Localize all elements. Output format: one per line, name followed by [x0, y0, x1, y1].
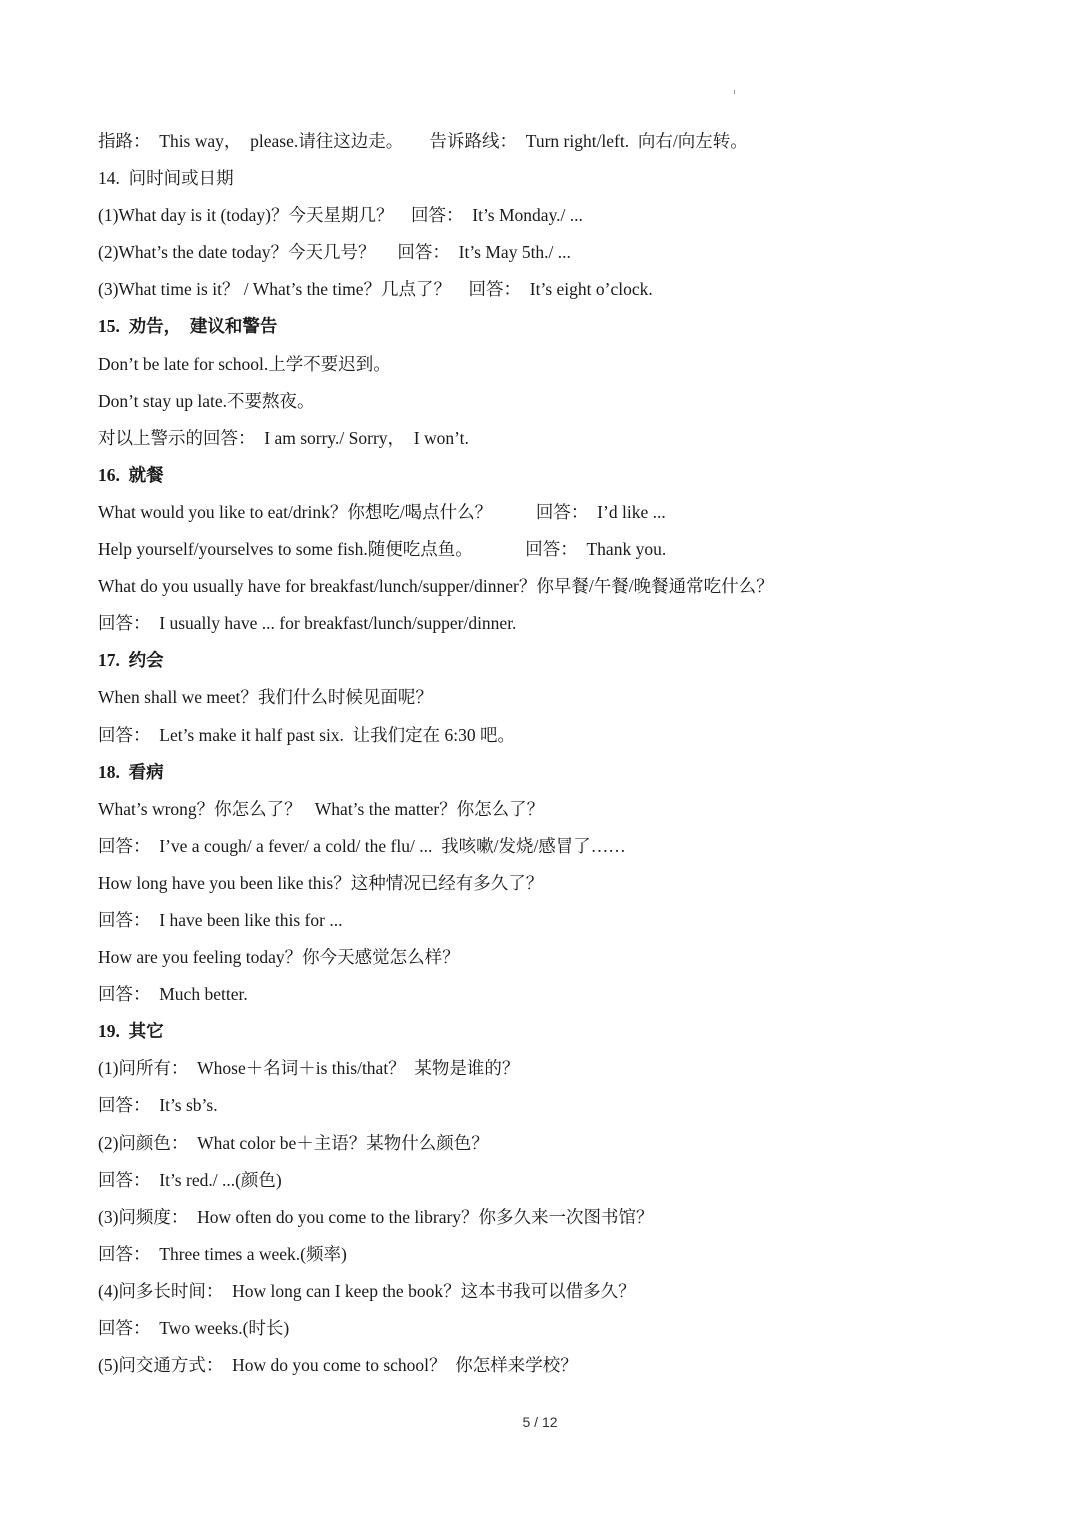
text-line: How long have you been like this？这种情况已经有多久了？	[98, 872, 544, 893]
text-line: How are you feeling today？你今天感觉怎么样？	[98, 947, 460, 968]
section-heading: 17. 约会	[98, 650, 164, 671]
text-line: (3)What time is it？ / What’s the time？几点了？ 回答： It’s eight o’clock.	[98, 279, 653, 300]
text-line: 指路： This way， please.请往这边走。 告诉路线： Turn right/left. 向右/向左转。	[98, 131, 748, 151]
text-line: 回答： I’ve a cough/ a fever/ a cold/ the flu/ ... 我咳嗽/发烧/感冒了……	[98, 835, 626, 856]
text-line: 对以上警示的回答： I am sorry./ Sorry， I won’t.	[98, 427, 469, 448]
text-line: 回答： Two weeks.(时长)	[98, 1318, 290, 1338]
text-line: 回答： Much better.	[98, 984, 248, 1005]
text-line: 回答： Let’s make it half past six. 让我们定在 6:30 吧。	[98, 724, 516, 745]
text-line: (1)What day is it (today)？今天星期几？ 回答： It’s Monday./ ...	[98, 205, 583, 226]
text-line: What would you like to eat/drink？你想吃/喝点什么？ 回答： I’d like ...	[98, 501, 666, 522]
document-body	[98, 123, 998, 1384]
text-line: Help yourself/yourselves to some fish.随便吃点鱼。 回答： Thank you.	[98, 539, 667, 560]
section-heading: 19. 其它	[98, 1021, 164, 1042]
page-number: 5 / 12	[522, 1414, 558, 1430]
text-line: (2)What’s the date today？今天几号？ 回答： It’s May 5th./ ...	[98, 242, 571, 263]
text-line: 回答： Three times a week.(频率)	[98, 1243, 347, 1264]
text-line: (5)问交通方式： How do you come to school？ 你怎样来学校？	[98, 1355, 578, 1376]
text-line: When shall we meet？我们什么时候见面呢？	[98, 687, 433, 708]
section-heading: 16. 就餐	[98, 464, 164, 485]
section-heading: 18. 看病	[98, 761, 164, 782]
text-line: 回答： It’s sb’s.	[98, 1095, 218, 1116]
text-line: (3)问频度： How often do you come to the library？你多久来一次图书馆？	[98, 1206, 654, 1227]
text-line: What do you usually have for breakfast/lunch/supper/dinner？你早餐/午餐/晚餐通常吃什么？	[98, 576, 774, 597]
text-line: What’s wrong？你怎么了？ What’s the matter？你怎么了？	[98, 798, 545, 819]
text-line: (2)问颜色： What color be＋主语？某物什么颜色？	[98, 1132, 489, 1153]
text-line: (1)问所有： Whose＋名词＋is this/that？ 某物是谁的？	[98, 1058, 520, 1079]
scan-speck	[734, 90, 735, 94]
section-heading: 15. 劝告， 建议和警告	[98, 316, 278, 337]
text-line: 回答： It’s red./ ...(颜色)	[98, 1169, 282, 1190]
text-line: 14. 问时间或日期	[98, 168, 234, 189]
text-line: 回答： I have been like this for ...	[98, 909, 343, 930]
text-line: 回答： I usually have ... for breakfast/lunch/supper/dinner.	[98, 613, 517, 634]
text-line: Don’t be late for school.上学不要迟到。	[98, 353, 391, 374]
text-line: Don’t stay up late.不要熬夜。	[98, 390, 315, 411]
text-line: (4)问多长时间： How long can I keep the book？这本书我可以借多久？	[98, 1280, 636, 1301]
